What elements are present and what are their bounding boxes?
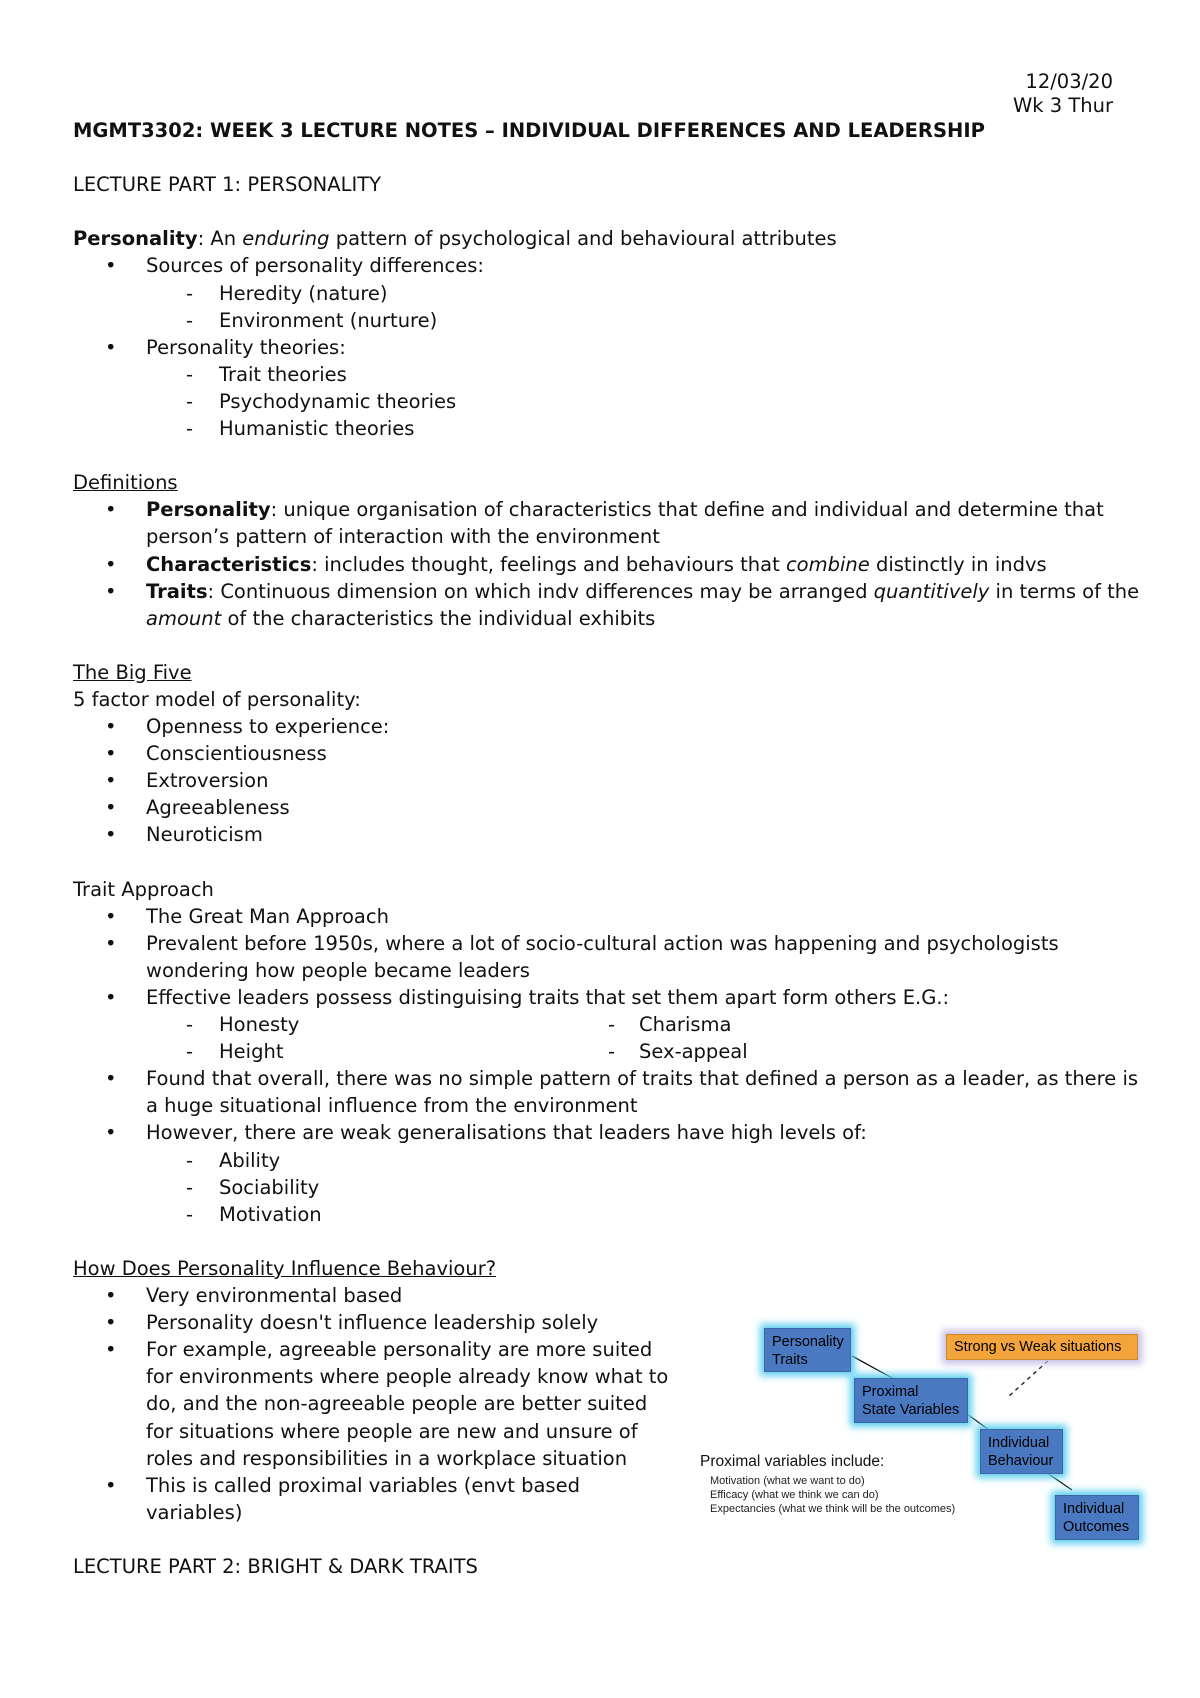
list-item: • This is called proximal variables (envt based variables) xyxy=(73,1472,678,1526)
trait-examples-right xyxy=(603,1011,1133,1065)
box-label: Proximal xyxy=(862,1384,919,1400)
high-levels-list xyxy=(73,1147,1133,1228)
definition-pre: : An xyxy=(197,227,243,251)
definition-emphasis: enduring xyxy=(242,227,330,251)
list-item: • Extroversion xyxy=(73,767,1133,794)
list-item: - Sex-appeal xyxy=(603,1038,1133,1065)
part1-heading: LECTURE PART 1: PERSONALITY xyxy=(73,173,382,197)
proximal-variables-diagram xyxy=(700,1318,1160,1548)
list-item: Efficacy (what we think we can do) xyxy=(710,1489,879,1501)
list-item: Motivation (what we want to do) xyxy=(710,1475,865,1487)
box-label: Traits xyxy=(772,1352,808,1368)
personality-bullets xyxy=(73,252,1133,442)
date-header xyxy=(1013,70,1113,118)
sources-list xyxy=(73,280,1133,334)
strong-weak-box xyxy=(946,1334,1138,1360)
definition-text: : unique organisation of characteristics that define and individual and determine that person’s pattern of interaction with the environment xyxy=(146,498,1104,549)
definition-text: : Continuous dimension on which indv differences may be arranged xyxy=(207,579,874,603)
document-title: MGMT3302: WEEK 3 LECTURE NOTES – INDIVIDUAL DIFFERENCES AND LEADERSHIP xyxy=(73,119,985,142)
trait-list xyxy=(73,903,1139,1228)
definition-text: : includes thought, feelings and behaviours that xyxy=(311,552,786,576)
list-item: - Ability xyxy=(73,1147,1133,1174)
list-item xyxy=(73,1119,1133,1227)
box-label: Personality xyxy=(772,1334,844,1350)
sources-label: Sources of personality differences: xyxy=(146,254,484,278)
box-label: Individual xyxy=(988,1435,1050,1451)
connector-line xyxy=(967,1414,989,1430)
definitions-heading: Definitions xyxy=(73,471,178,495)
bigfive-heading: The Big Five xyxy=(73,660,192,684)
proximal-variables-title: Proximal variables include: xyxy=(700,1453,885,1470)
connector-line xyxy=(852,1356,894,1379)
definition-text: of the characteristics the individual exhibits xyxy=(221,606,656,630)
box-label: Individual xyxy=(1063,1501,1125,1517)
theories-label: Personality theories: xyxy=(146,335,346,359)
list-item: - Charisma xyxy=(603,1011,1133,1038)
part2-heading: LECTURE PART 2: BRIGHT & DARK TRAITS xyxy=(73,1554,478,1578)
list-item: • Neuroticism xyxy=(73,821,1133,848)
list-item: • The Great Man Approach xyxy=(73,903,1133,930)
list-item: • Personality doesn't influence leadership solely xyxy=(73,1309,678,1336)
influence-list xyxy=(73,1282,678,1526)
individual-behaviour-box xyxy=(980,1429,1063,1474)
personality-definition xyxy=(73,225,1133,252)
list-item: • Found that overall, there was no simple pattern of traits that defined a person as a leader, as there is a huge situational influence from the environment xyxy=(73,1065,1156,1119)
trait-examples-left xyxy=(73,1011,603,1065)
personality-traits-box xyxy=(764,1328,851,1372)
definitions-list xyxy=(73,496,1140,631)
definition-term: Traits xyxy=(146,579,208,603)
box-label: State Variables xyxy=(862,1402,960,1418)
week-day-text: Wk 3 Thur xyxy=(1012,94,1113,117)
list-item: • For example, agreeable personality are more suited for environments where people already know what to do, and the non-agreeable people are better suited for situations where people are new and unsure of roles and responsibilities in a workplace situation xyxy=(73,1336,678,1471)
list-item xyxy=(73,578,1196,632)
trait-examples-label: Effective leaders possess distinguising traits that set them apart form others E.G.: xyxy=(146,986,950,1009)
list-item: - Height xyxy=(73,1038,603,1065)
individual-outcomes-box xyxy=(1055,1495,1139,1540)
proximal-variables-list xyxy=(710,1474,955,1516)
definition-emphasis: amount xyxy=(146,606,222,630)
box-label: Strong vs Weak situations xyxy=(954,1339,1122,1355)
list-item xyxy=(73,496,1176,550)
trait-examples xyxy=(73,1011,1133,1065)
high-levels-label: However, there are weak generalisations that leaders have high levels of: xyxy=(146,1121,867,1145)
list-item: • Prevalent before 1950s, where a lot of socio-cultural action was happening and psychologists wondering how people became leaders xyxy=(73,930,1156,984)
bigfive-intro: 5 factor model of personality: xyxy=(73,687,361,711)
list-item: - Sociability xyxy=(73,1174,1133,1201)
proximal-state-box xyxy=(854,1378,968,1423)
list-item: - Humanistic theories xyxy=(73,415,1133,442)
theories-list xyxy=(73,361,1133,442)
definition-text: in terms of the xyxy=(989,579,1140,603)
definition-term: Characteristics xyxy=(146,552,312,576)
definition-emphasis: quantitively xyxy=(873,579,990,603)
list-item: - Motivation xyxy=(73,1201,1133,1228)
list-item: - Honesty xyxy=(73,1011,603,1038)
definition-text: distinctly in indvs xyxy=(869,552,1047,576)
list-item: • Very environmental based xyxy=(73,1282,678,1309)
list-item: • Openness to experience: xyxy=(73,713,1133,740)
list-item: - Trait theories xyxy=(73,361,1133,388)
box-label: Outcomes xyxy=(1063,1519,1130,1535)
list-item: - Heredity (nature) xyxy=(73,280,1133,307)
list-item: Expectancies (what we think will be the outcomes) xyxy=(710,1503,956,1515)
list-item xyxy=(73,334,1133,442)
list-item xyxy=(73,551,1133,578)
list-item xyxy=(73,252,1133,333)
list-item: • Agreeableness xyxy=(73,794,1133,821)
list-item: - Psychodynamic theories xyxy=(73,388,1133,415)
bigfive-list xyxy=(73,713,1133,848)
definition-emphasis: combine xyxy=(785,552,870,576)
date-text: 12/03/20 xyxy=(1025,70,1113,93)
definition-post: pattern of psychological and behavioural attributes xyxy=(329,227,837,251)
influence-heading: How Does Personality Influence Behaviour? xyxy=(73,1256,497,1280)
trait-heading: Trait Approach xyxy=(73,877,214,901)
list-item: • Conscientiousness xyxy=(73,740,1133,767)
definition-term: Personality xyxy=(73,227,198,251)
list-item: - Environment (nurture) xyxy=(73,307,1133,334)
list-item xyxy=(73,984,1133,1065)
definition-term: Personality xyxy=(146,498,271,522)
box-label: Behaviour xyxy=(988,1453,1054,1469)
